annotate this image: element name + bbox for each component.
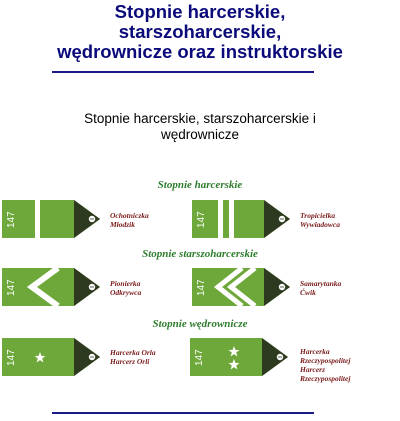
caption-line: Rzeczypospolitej — [300, 356, 351, 365]
subtitle-line-2: wędrownicze — [160, 127, 240, 142]
rank-caption — [300, 347, 350, 383]
caption-line: Tropicielka — [300, 211, 336, 220]
rank-caption — [110, 279, 141, 297]
section-heading-wedrownicze: Stopnie wędrownicze — [152, 318, 248, 330]
rank-caption — [110, 348, 156, 366]
bottom-divider — [52, 412, 314, 414]
rank-strap-harcerka-orla — [2, 338, 100, 376]
top-divider — [52, 71, 314, 73]
strap-number: 147 — [6, 349, 17, 366]
rank-caption — [300, 211, 340, 229]
page-title-line-1: Stopnie harcerskie, — [114, 1, 286, 22]
caption-line: Harcerz — [300, 365, 325, 374]
subtitle-line-1: Stopnie harcerskie, starszoharcerskie i — [84, 111, 316, 126]
caption-line: Młodzik — [110, 220, 136, 229]
caption-line: Harcerka — [300, 347, 330, 356]
caption-line: Pionierka — [110, 279, 141, 288]
rank-caption — [110, 211, 149, 229]
rank-strap-samarytanka — [192, 268, 290, 306]
section-heading-starszoharcerskie: Stopnie starszoharcerskie — [142, 248, 258, 260]
caption-line: Rzeczypospolitej — [300, 374, 351, 383]
page-title-line-2: starszoharcerskie, — [118, 21, 282, 42]
strap-number: 147 — [196, 279, 207, 296]
caption-line: Odkrywca — [110, 288, 142, 297]
rank-caption — [300, 279, 341, 297]
caption-line: Harcerz Orli — [110, 357, 150, 366]
bar-insignia — [229, 200, 234, 238]
rank-strap-tropicielka — [192, 200, 290, 238]
section-heading-harcerskie: Stopnie harcerskie — [157, 179, 243, 191]
rank-strap-harcerka-rzeczypospolitej — [190, 338, 288, 376]
strap-number: 147 — [6, 211, 17, 228]
bar-insignia — [218, 200, 223, 238]
caption-line: Harcerka Orla — [110, 348, 156, 357]
caption-line: Wywiadowca — [300, 220, 341, 229]
page-title — [0, 2, 400, 62]
subtitle — [20, 111, 380, 143]
strap-number: 147 — [6, 279, 17, 296]
rank-strap-pionierka — [2, 268, 100, 306]
bar-insignia — [35, 200, 40, 238]
strap-number: 147 — [196, 211, 207, 228]
page-title-line-3: wędrownicze oraz instruktorskie — [57, 41, 343, 62]
caption-line: Ćwik — [300, 288, 316, 297]
caption-line: Ochotniczka — [110, 211, 149, 220]
caption-line: Samarytanka — [300, 279, 342, 288]
strap-number: 147 — [194, 349, 205, 366]
rank-strap-ochotniczka — [2, 200, 100, 238]
